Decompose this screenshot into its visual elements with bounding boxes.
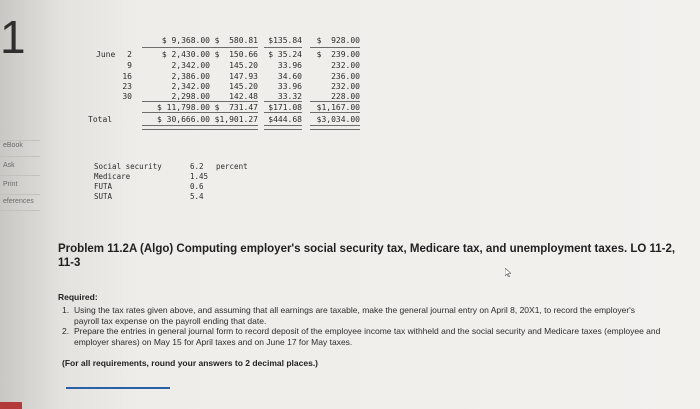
sidebar-divider	[0, 156, 40, 157]
underline	[264, 101, 302, 102]
table-cell-subtotal: $171.08	[268, 103, 302, 112]
table-cell: 33.96	[268, 61, 302, 70]
month-label: June	[96, 50, 116, 59]
table-cell: 34.60	[268, 72, 302, 81]
table-cell: $ 2,430.00	[161, 50, 210, 59]
requirement-text: Prepare the entries in general journal form to record deposit of the employee income tax withheld and the social security and Medicare taxes (employee and employer shares) on May 15 for April taxes and on June 17 for May taxes.	[74, 326, 661, 347]
table-cell: $ 580.81	[214, 36, 258, 45]
rate-name: Social security	[94, 162, 162, 171]
table-cell-day: 16	[122, 72, 132, 81]
underline	[310, 101, 360, 102]
double-underline	[206, 125, 258, 130]
table-cell: 33.96	[268, 82, 302, 91]
table-cell-total: $ 30,666.00	[157, 115, 210, 124]
underline	[206, 112, 258, 113]
table-cell: $ 150.66	[214, 50, 258, 59]
mouse-cursor-icon	[505, 268, 511, 277]
underline	[142, 47, 210, 48]
requirement-text: Using the tax rates given above, and assuming that all earnings are taxable, make the general journal entry on April 8, 20X1, to record the employer's payroll tax expense on the payroll ending that date.	[74, 305, 636, 326]
rate-name: Medicare	[94, 172, 131, 181]
table-cell: 232.00	[321, 61, 360, 70]
rate-name: FUTA	[94, 182, 113, 191]
rate-value: 1.45	[190, 172, 209, 181]
double-underline	[142, 125, 210, 130]
table-cell-subtotal: $ 11,798.00	[157, 103, 210, 112]
table-cell: 2,342.00	[161, 61, 210, 70]
underline	[310, 47, 360, 48]
table-cell: 2,342.00	[161, 82, 210, 91]
table-cell: 142.48	[214, 92, 258, 101]
requirement-1	[62, 305, 662, 326]
sidebar-divider	[0, 210, 40, 211]
underline	[206, 47, 258, 48]
table-cell: 2,298.00	[161, 92, 210, 101]
table-cell-day: 9	[127, 61, 132, 70]
question-number: 1	[0, 11, 26, 63]
sidebar-divider	[0, 194, 40, 195]
sidebar-divider	[0, 175, 40, 176]
table-cell: $ 239.00	[316, 50, 360, 59]
rate-unit: percent	[216, 162, 248, 171]
underline	[142, 112, 210, 113]
underline	[264, 47, 302, 48]
problem-title: Problem 11.2A (Algo) Computing employer's social security tax, Medicare tax, and unemployment taxes. LO 11-2, 11-3	[58, 243, 676, 269]
table-cell-total: $444.68	[268, 115, 302, 124]
underline	[142, 101, 210, 102]
table-cell-day: 23	[122, 82, 132, 91]
table-cell-total: $1,901.27	[214, 115, 258, 124]
sidebar-color-marker	[0, 402, 22, 409]
table-cell: 2,386.00	[161, 72, 210, 81]
required-heading: Required:	[58, 292, 98, 302]
table-cell-total: $3,034.00	[316, 115, 360, 124]
table-cell-day: 30	[122, 92, 132, 101]
rate-name: SUTA	[94, 192, 113, 201]
rate-value: 0.6	[190, 182, 204, 191]
table-cell-day: 2	[127, 50, 132, 59]
sidebar-item-ebook[interactable]: eBook	[3, 142, 23, 149]
double-underline	[264, 125, 302, 130]
table-cell: $ 35.24	[268, 50, 302, 59]
requirement-number: 1.	[62, 305, 70, 315]
sidebar-item-ask[interactable]: Ask	[3, 162, 15, 169]
total-label: Total	[88, 115, 113, 124]
underline	[264, 112, 302, 113]
table-cell: 33.32	[268, 92, 302, 101]
table-cell: $ 9,368.00	[161, 36, 210, 45]
double-underline	[310, 125, 360, 130]
table-cell: 145.20	[214, 61, 258, 70]
table-cell: $ 928.00	[316, 36, 360, 45]
requirement-2	[62, 326, 662, 347]
rounding-note: (For all requirements, round your answers to 2 decimal places.)	[62, 358, 319, 368]
answer-tab-underline[interactable]	[66, 387, 170, 389]
table-cell: 228.00	[321, 92, 360, 101]
table-cell: 236.00	[321, 72, 360, 81]
table-cell-subtotal: $1,167.00	[316, 103, 360, 112]
table-cell: 232.00	[321, 82, 360, 91]
underline	[206, 101, 258, 102]
sidebar-item-references[interactable]: eferences	[3, 198, 34, 205]
table-cell: 147.93	[214, 72, 258, 81]
table-cell-subtotal: $ 731.47	[214, 103, 258, 112]
requirement-number: 2.	[62, 326, 70, 336]
rate-value: 5.4	[190, 192, 204, 201]
table-cell: 145.20	[214, 82, 258, 91]
sidebar-divider	[0, 140, 40, 141]
rate-value: 6.2	[190, 162, 204, 171]
underline	[310, 112, 360, 113]
sidebar-item-print[interactable]: Print	[3, 181, 18, 188]
table-cell: $135.84	[268, 36, 302, 45]
